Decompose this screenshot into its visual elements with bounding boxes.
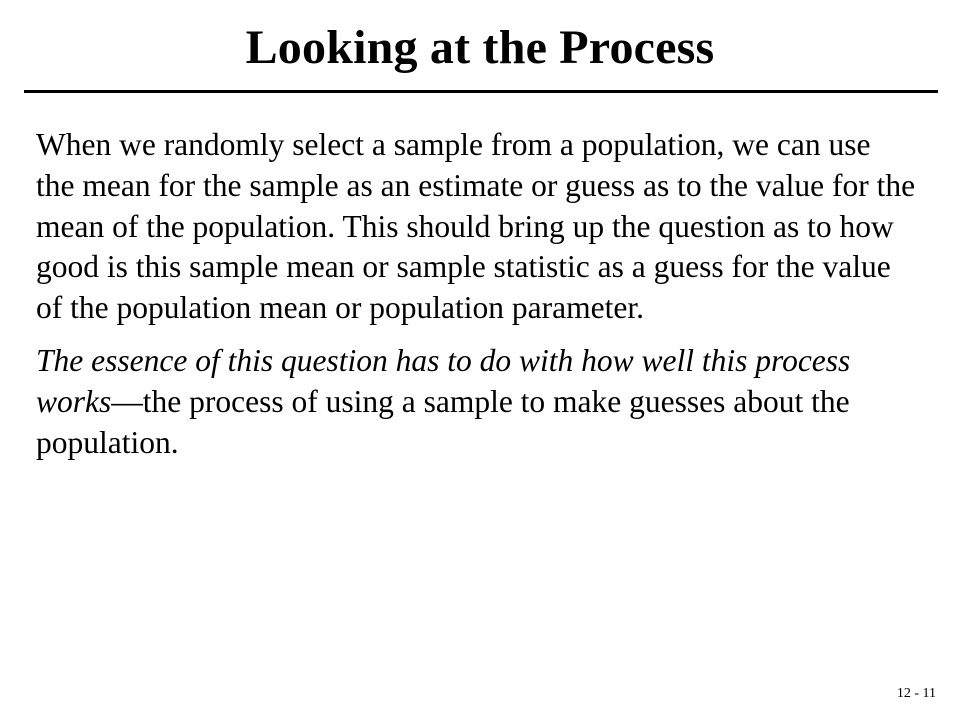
paragraph-2-regular: —the process of using a sample to make guesses about the population. — [36, 383, 850, 460]
paragraph-2 — [36, 341, 916, 463]
title-divider — [24, 90, 938, 93]
slide-body — [36, 125, 916, 463]
paragraph-2-italic: The essence of this question has to do with how well this process works — [36, 342, 851, 419]
slide-title: Looking at the Process — [245, 21, 715, 74]
page-number: 12 - 11 — [896, 686, 936, 701]
paragraph-1: When we randomly select a sample from a population, we can use the mean for the sample as an estimate or guess as to the value for the mean of the population. This should bring up the question as to how good is this sample mean or sample statistic as a guess for the value of the population mean or population parameter. — [36, 127, 916, 326]
